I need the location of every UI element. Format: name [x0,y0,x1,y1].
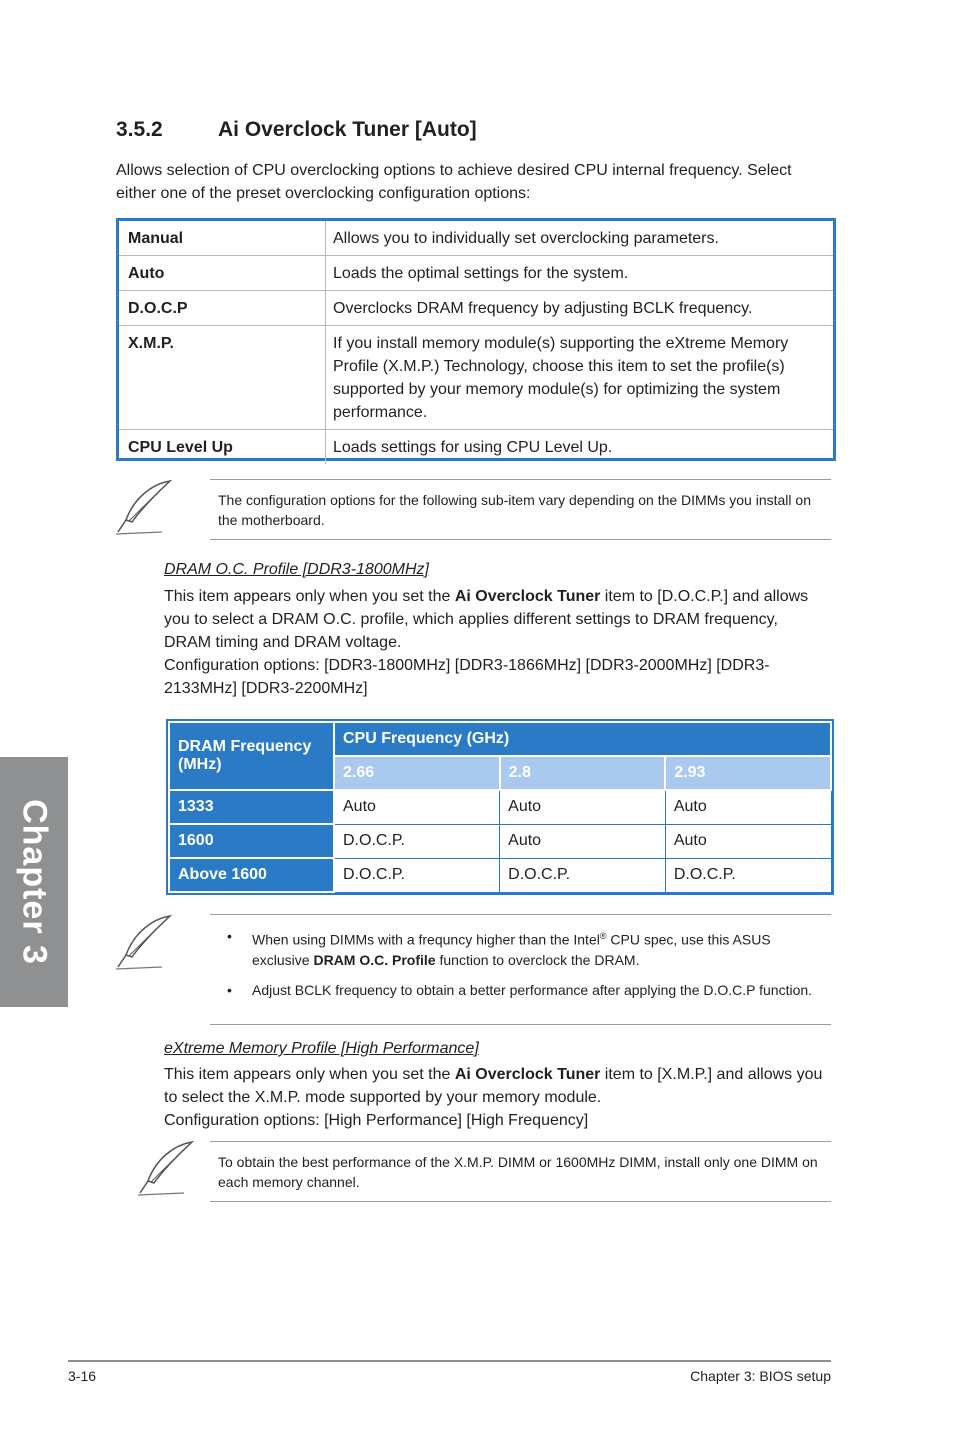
col-label: 2.93 [665,756,831,790]
col-header: CPU Frequency (GHz) [334,722,831,756]
option-name: D.O.C.P [119,291,326,326]
chapter-tab-label: Chapter 3 [15,799,54,965]
footer-chapter: Chapter 3: BIOS setup [690,1368,831,1384]
xmp-description [164,1063,824,1132]
table-row [169,858,831,892]
table-cell: D.O.C.P. [500,858,666,892]
option-desc: Overclocks DRAM frequency by adjusting BCLK frequency. [326,291,834,326]
table-row [169,824,831,858]
table-row [119,221,833,256]
option-desc: If you install memory module(s) supporting the eXtreme Memory Profile (X.M.P.) Technology, choose this item to set the profile(s) supported by your memory module(s) for optimizing the system performance. [326,326,834,430]
table-cell: D.O.C.P. [665,858,831,892]
text-run: Adjust BCLK frequency to obtain a better performance after applying the D.O.C.P function. [252,981,813,998]
text-run: This item appears only when you set the [164,1066,455,1083]
config-options: Configuration options: [High Performance] [High Frequency] [164,1112,589,1129]
row-label: 1600 [169,824,334,858]
text-run: This item appears only when you set the [164,588,455,605]
text-run: item to [X.M.P.] and allows you to select the X.M.P. mode supported by your memory module. [164,1066,823,1106]
table-cell: Auto [500,790,666,824]
section-number: 3.5.2 [116,118,163,141]
table-cell: Auto [500,824,666,858]
table-cell: Auto [334,790,500,824]
subitem-heading: eXtreme Memory Profile [High Performance] [164,1040,479,1057]
text-run: function to overclock the DRAM. [435,951,640,968]
text-run: When using DIMMs with a frequncy higher than the Intel [252,931,600,948]
note-text: The configuration options for the following sub-item vary depending on the DIMMs you install on the motherboard. [218,492,811,528]
table-row [119,326,833,430]
table-cell: Auto [665,790,831,824]
text-run: item to [D.O.C.P.] and allows you to select a DRAM O.C. profile, which applies different settings to DRAM frequency, DRAM timing and DRAM voltage. [164,588,809,651]
row-header: DRAM Frequency (MHz) [169,722,334,790]
note-box [210,1141,831,1202]
table-row [119,256,833,291]
config-options: Configuration options: [DDR3-1800MHz] [DDR3-1866MHz] [DDR3-2000MHz] [DDR3-2133MHz] [DDR3-2200MHz] [164,657,770,697]
table-row [169,722,831,756]
options-table [116,218,836,461]
table-cell: D.O.C.P. [334,824,500,858]
note-quill-icon [134,1139,196,1199]
table-cell: Auto [665,824,831,858]
option-desc: Loads settings for using CPU Level Up. [326,430,834,465]
option-name: CPU Level Up [119,430,326,465]
option-desc: Allows you to individually set overclocking parameters. [326,221,834,256]
note-box [210,914,831,1025]
chapter-side-tab [0,757,68,1007]
list-item [218,926,823,970]
table-cell: D.O.C.P. [334,858,500,892]
registered-mark: ® [599,931,607,941]
page-number: 3-16 [68,1368,97,1384]
bullet: • [227,928,232,944]
note-box [210,479,831,540]
frequency-table [166,719,834,895]
option-name: Auto [119,256,326,291]
table-row [119,430,833,465]
note-quill-icon [112,478,174,538]
section-title: Ai Overclock Tuner [Auto] [218,118,477,141]
bold-term: Ai Overclock Tuner [454,588,601,605]
list-item [218,980,823,1000]
row-label: Above 1600 [169,858,334,892]
bold-term: Ai Overclock Tuner [454,1066,601,1083]
note-text: To obtain the best performance of the X.M.P. DIMM or 1600MHz DIMM, install only one DIMM on each memory channel. [218,1154,818,1190]
subitem-heading: DRAM O.C. Profile [DDR3-1800MHz] [164,561,429,578]
option-name: Manual [128,230,184,247]
note-quill-icon [112,913,174,973]
option-desc: Loads the optimal settings for the system. [326,256,834,291]
option-name: X.M.P. [119,326,326,430]
bold-term: DRAM O.C. Profile [313,951,436,968]
table-row [169,790,831,824]
text-run: CPU spec, use this ASUS exclusive [252,931,771,968]
dram-description [164,585,824,700]
row-label: 1333 [169,790,334,824]
col-label: 2.8 [500,756,666,790]
intro-paragraph: Allows selection of CPU overclocking options to achieve desired CPU internal frequency. Select either one of the preset overclocking configuration options: [116,162,792,202]
table-row [119,291,833,326]
footer-rule [68,1360,831,1362]
note-list [218,926,823,1000]
bullet: • [227,981,232,998]
section-heading [116,118,477,142]
col-label: 2.66 [334,756,500,790]
